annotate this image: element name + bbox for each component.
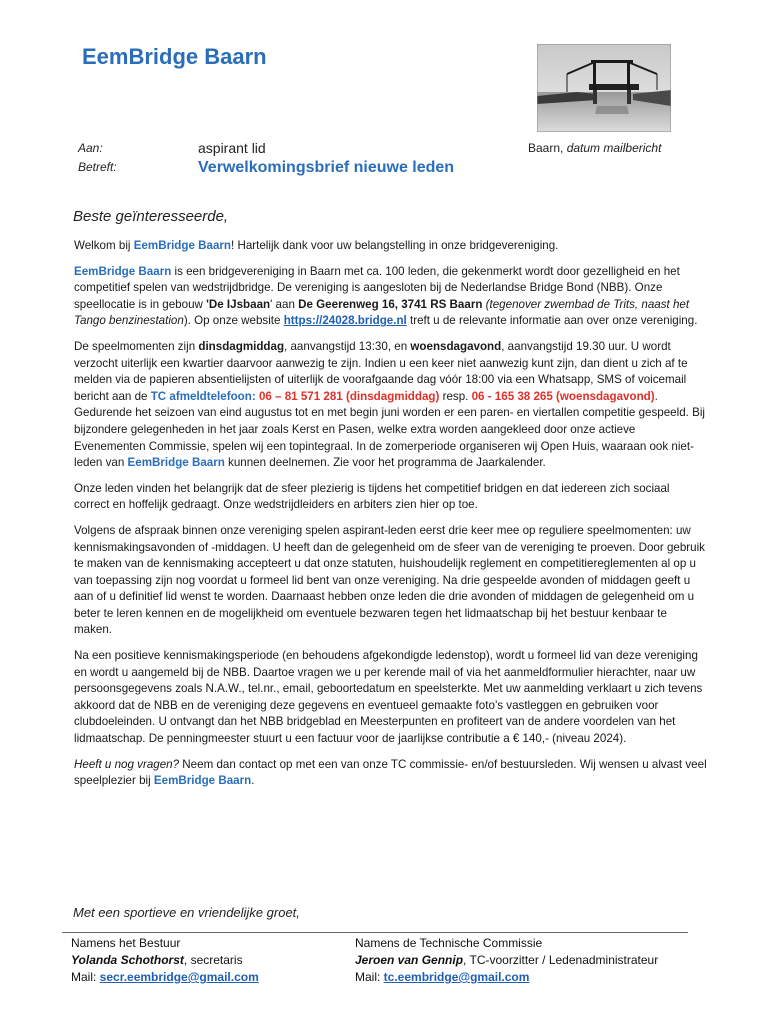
text-run: De speelmomenten zijn (74, 339, 199, 353)
text-run: resp. (439, 389, 472, 403)
text-run: treft u de relevante informatie aan over onze vereniging. (406, 314, 698, 328)
website-link[interactable]: https://24028.bridge.nl (283, 314, 407, 328)
board-mail-link[interactable]: secr.eembridge@gmail.com (99, 970, 259, 984)
text-run: Welkom bij (74, 239, 134, 252)
date-place: Baarn, (528, 141, 567, 155)
tc-name: Jeroen van Gennip (355, 953, 464, 967)
to-label: Aan: (78, 141, 103, 155)
brand-name: EemBridge Baarn (133, 239, 231, 252)
letterhead-brand: EemBridge Baarn (82, 44, 267, 69)
brand-name: EemBridge Baarn (153, 774, 252, 788)
paragraph-membership: Na een positieve kennismakingsperiode (en behoudens afgekondigde ledenstop), wordt u formeel lid van deze vereniging en wordt u aangemeld bij de NBB. Daartoe vragen we u per kerende mail of via het aanmeldformulier hierachter, naar uw persoonsgegevens zoals N.A.W., tel.nr., email, geboortedatum en speelsterkte. Met uw aanmelding verklaart u zich tevens akkoord dat de NBB en de vereniging deze gegevens en eventueel gemaakte foto’s vastleggen en gebruiken voor clubdoeleinden. U ontvangt dan het NBB bridgeblad en Meesterpunten en profiteert van de andere voordelen van het lidmaatschap. De penningmeester stuurt u een factuur voor de jaarlijkse contributie a € 140,- (niveau 2024). (74, 649, 703, 746)
text-run: Neem dan contact op met een van onze TC commissie- en/of bestuursleden. Wij wensen u alvast veel speelplezier bij (74, 757, 707, 788)
text-run: . (251, 774, 255, 788)
text-run: . Gedurende het seizoen van eind augustus tot en met begin juni worden er een paren- en viertallen competitie gespeeld. Bij bijzondere gelegenheden in het jaar zoals Kerst en Pasen, welke extra worden aangekleed door onze actieve Evenementen Commissie, spelen wij een topintegraal. In de zomerperiode organiseren wij Open Huis, waaraan ook niet-leden van (74, 389, 705, 470)
footer-tc (355, 935, 658, 986)
paragraph-atmosphere: Onze leden vinden het belangrijk dat de sfeer plezierig is tijdens het competitief bridgen en dat iedereen zich sociaal correct en hoffelijk gedraagt. Onze wedstrijdleiders en arbiters zien hier op toe. (74, 481, 670, 512)
play-day-tuesday: dinsdagmiddag (198, 339, 285, 353)
venue-note: (tegenover zwembad de Trits, naast het Tango benzinestation (74, 297, 690, 328)
brand-name: EemBridge Baarn (127, 456, 225, 470)
mail-label: Mail: (71, 970, 100, 984)
board-signatory (71, 952, 259, 969)
footer-board (71, 935, 259, 986)
venue-name: 'De IJsbaan (206, 297, 271, 311)
paragraph-about (74, 264, 708, 330)
mail-label: Mail: (355, 970, 384, 984)
bridge-photo (537, 44, 671, 132)
text-run: kunnen deelnemen. Zie voor het programma de Jaarkalender. (224, 456, 546, 470)
text-run: is een bridgevereniging in Baarn met ca. 100 leden, die gekenmerkt wordt door gezelligheid en het competitief spelen van wedstrijdbridge. De vereniging is aangesloten bij de Nederlandse Bridge Bond (NBB). Onze speellocatie is in gebouw (74, 264, 680, 311)
closing-line: Met een sportieve en vriendelijke groet, (73, 905, 300, 920)
tc-title: Namens de Technische Commissie (355, 936, 543, 950)
text-run: ! Hartelijk dank voor uw belangstelling in onze bridgevereniging. (231, 239, 559, 252)
text-run: , aanvangstijd 19.30 uur. U wordt verzocht uiterlijk een kwartier daarvoor aanwezig te zijn. Indien u een keer niet aanwezig kunt zijn, dan dient u zich af te melden via de papieren absentielijsten of uiterlijk de voorafgaande dag vóór 18:00 via een Whatsapp, SMS of voicemail bericht aan de (74, 339, 688, 403)
subject-label: Betreft: (78, 160, 117, 174)
question-lead: Heeft u nog vragen? (74, 757, 180, 771)
subject-value: Verwelkomingsbrief nieuwe leden (198, 159, 455, 176)
to-value: aspirant lid (198, 140, 266, 156)
tc-signatory (355, 952, 658, 969)
paragraph-questions (74, 757, 708, 790)
brand-name: EemBridge Baarn (74, 264, 172, 278)
paragraph-schedule (74, 339, 708, 472)
salutation: Beste geïnteresseerde, (73, 208, 229, 225)
paragraph-welcome (74, 238, 708, 255)
tc-mail-link[interactable]: tc.eembridge@gmail.com (383, 970, 530, 984)
venue-address: De Geerenweg 16, 3741 RS Baarn (298, 297, 483, 311)
tc-phone-label: TC afmeldtelefoon: (150, 389, 256, 403)
tc-mail (355, 969, 658, 986)
play-day-wednesday: woensdagavond (410, 339, 502, 353)
text-run: ' aan (270, 297, 299, 311)
text-run: , aanvangstijd 13:30, en (284, 339, 411, 353)
date-line (528, 141, 661, 155)
paragraph-trial: Volgens de afspraak binnen onze vereniging spelen aspirant-leden eerst drie keer mee op reguliere speelmomenten: uw kennismakingsavonden of -middagen. U heeft dan de gelegenheid om de sfeer van de vereniging te proeven. Door gebruik te maken van de kennismaking accepteert u dat onze statuten, huishoudelijk reglement en competitiereglementen al op u van toepassing zijn nog voordat u formeel lid bent van onze vereniging. Na drie gespeelde avonden of middagen geeft u aan of u definitief lid wenst te worden. Daarnaast hebben onze leden die drie avonden of middagen de gelegenheid om u beter te leren kennen en de mogelijkheid om eventuele bezwaren tegen het lidmaatschap bij het bestuur kenbaar te maken. (74, 523, 705, 637)
date-text: datum mailbericht (566, 141, 662, 155)
phone-tuesday: 06 – 81 571 281 (dinsdagmiddag) (258, 389, 440, 403)
board-name: Yolanda Schothorst (71, 953, 184, 967)
board-mail (71, 969, 259, 986)
board-role: , secretaris (183, 953, 243, 967)
board-title: Namens het Bestuur (71, 936, 181, 950)
letter-body (74, 238, 708, 799)
phone-wednesday: 06 - 165 38 265 (woensdagavond) (471, 389, 655, 403)
tc-role: , TC-voorzitter / Ledenadministrateur (463, 953, 659, 967)
footer-divider (62, 932, 688, 933)
text-run: ). Op onze website (183, 314, 284, 328)
